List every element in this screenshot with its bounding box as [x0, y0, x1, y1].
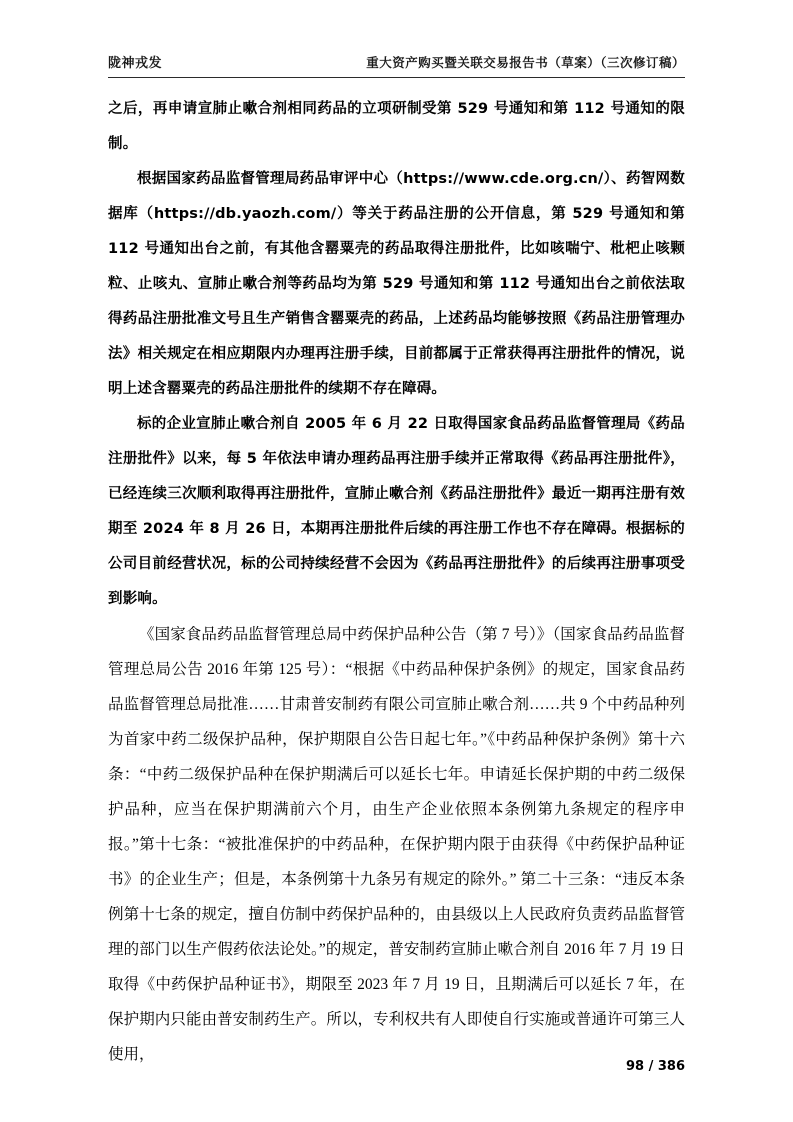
- document-body: [108, 92, 685, 1072]
- bold-section: [108, 92, 685, 617]
- paragraph-1: 之后，再申请宣肺止嗽合剂相同药品的立项研制受第 529 号通知和第 112 号通知的限制。: [108, 101, 685, 152]
- header-divider: [108, 77, 685, 78]
- paragraph-3: 标的企业宣肺止嗽合剂自 2005 年 6 月 22 日取得国家食品药品监督管理局《药品注册批件》以来，每 5 年依法申请办理药品再注册手续并正常取得《药品再注册批件》，已经连续三次顺利取得再注册批件，宣肺止嗽合剂《药品注册批件》最近一期再注册有效期至 2024 年 8 月 26 日，本期再注册批件后续的再注册工作也不存在障碍。根据标的公司目前经营状况，标的公司持续经营不会因为《药品再注册批件》的后续再注册事项受到影响。: [108, 416, 685, 607]
- paragraph-2: 根据国家药品监督管理局药品审评中心（https://www.cde.org.cn/）、药智网数据库（https://db.yaozh.com/）等关于药品注册的公开信息，第 529 号通知和第 112 号通知出台之前，有其他含罂粟壳的药品取得注册批件，比如咳喘宁、枇杷止咳颗粒、止咳丸、宣肺止嗽合剂等药品均为第 529 号通知和第 112 号通知出台之前依法取得药品注册批准文号且生产销售含罂粟壳的药品，上述药品均能够按照《药品注册管理办法》相关规定在相应期限内办理再注册手续，目前都属于正常获得再注册批件的情况，说明上述含罂粟壳的药品注册批件的续期不存在障碍。: [108, 171, 685, 397]
- plain-section: [108, 617, 685, 1072]
- paragraph-4: 《国家食品药品监督管理总局中药保护品种公告（第 7 号）》（国家食品药品监督管理总局公告 2016 年第 125 号）：“根据《中药品种保护条例》的规定，国家食品药品监督管理总局批准……甘肃普安制药有限公司宣肺止嗽合剂……共 9 个中药品种列为首家中药二级保护品种，保护期限自公告日起七年。”《中药品种保护条例》第十六条：“中药二级保护品种在保护期满后可以延长七年。申请延长保护期的中药二级保护品种，应当在保护期满前六个月，由生产企业依照本条例第九条规定的程序申报。”第十七条：“被批准保护的中药品种，在保护期内限于由获得《中药保护品种证书》的企业生产；但是，本条例第十九条另有规定的除外。” 第二十三条：“违反本条例第十七条的规定，擅自仿制中药保护品种的，由县级以上人民政府负责药品监督管理的部门以生产假药依法论处。”的规定，普安制药宣肺止嗽合剂自 2016 年 7 月 19 日取得《中药保护品种证书》，期限至 2023 年 7 月 19 日，且期满后可以延长 7 年，在保护期内只能由普安制药生产。所以，专利权共有人即使自行实施或普通许可第三人使用，: [108, 626, 685, 1063]
- page-header: [108, 52, 685, 77]
- header-document-title: 重大资产购买暨关联交易报告书（草案）（三次修订稿）: [366, 55, 685, 70]
- page-number: 98 / 386: [625, 1059, 685, 1074]
- header-company-name: 陇神戎发: [108, 56, 163, 71]
